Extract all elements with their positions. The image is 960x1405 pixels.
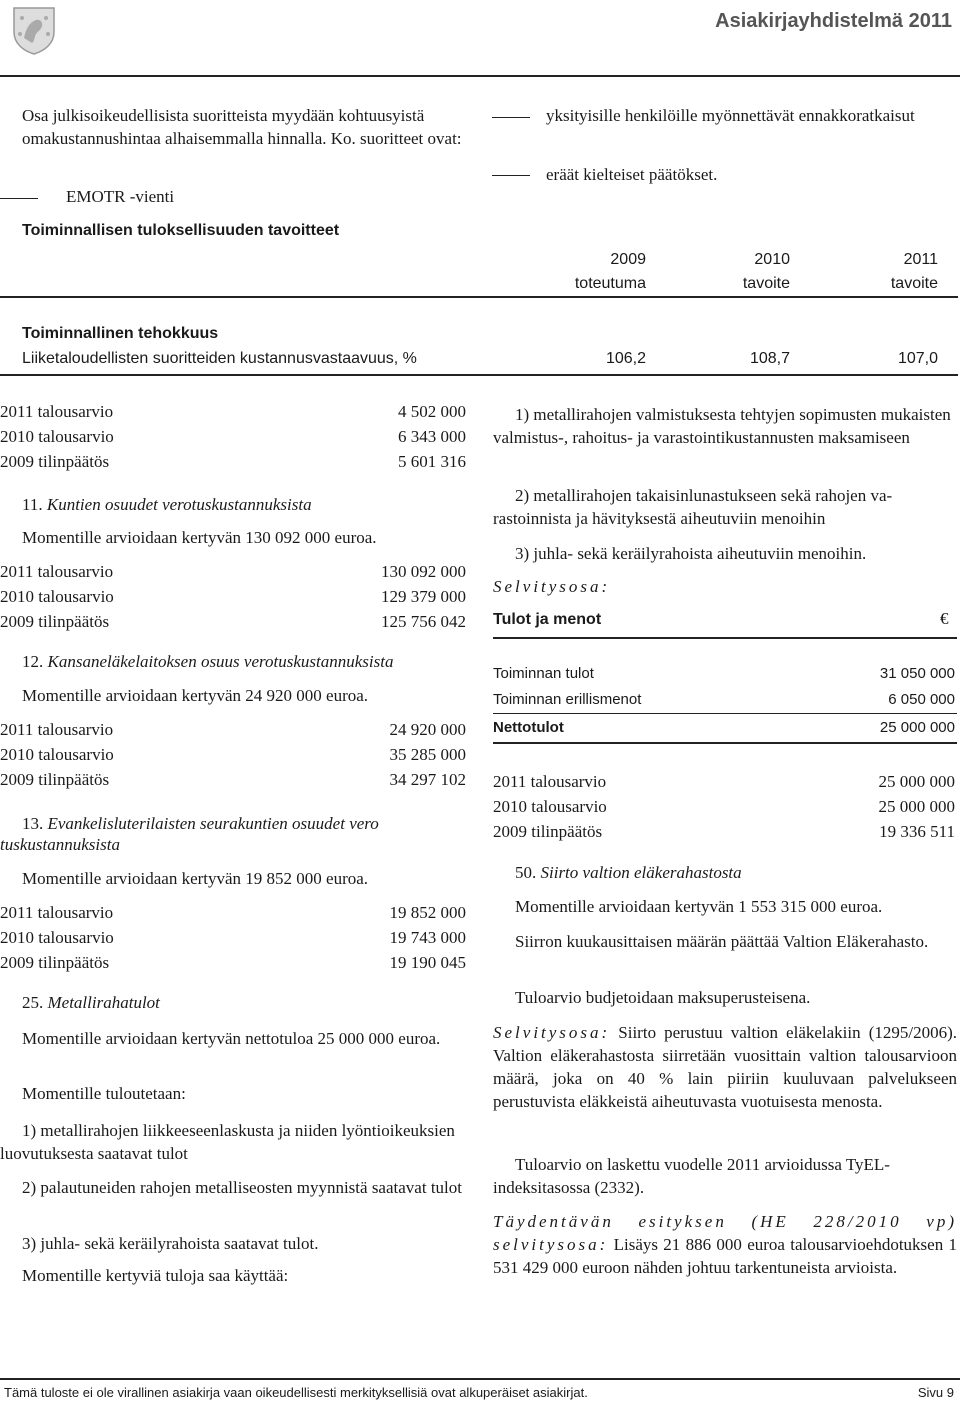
budget-row: 2011 talousarvio 4 502 000: [0, 402, 466, 421]
item-11-heading: 11. Kuntien osuudet verotuskustannuksista: [22, 495, 312, 514]
right-p2: 2) metallirahojen takaisinlunastukseen sekä rahojen varastoinnista ja hävityksestä aiheutuviin menoihin: [493, 486, 893, 528]
budget-row: 2011 talousarvio 25 000 000: [493, 772, 955, 791]
item-50-text2: Siirron kuukausittaisen määrän päättää Valtion Eläkerahasto.: [515, 932, 929, 951]
item-11-table: [0, 560, 466, 634]
tulot-rule-top: [493, 637, 957, 639]
document-title: Asiakirjayhdistelmä 2011: [715, 10, 952, 32]
col-label: toteutuma: [574, 275, 646, 292]
item-25-p2: 2) palautuneiden rahojen metalliseosten myynnistä saatavat tulot: [22, 1178, 462, 1197]
item-13-table: [0, 901, 466, 975]
perf-table-rule-top: [0, 296, 958, 298]
selvitysosa-text: Siirto perustuu valtion eläkelakiin (1295/2006). Valtion eläkerahastosta siirretään vuosittain valtion talousarvioon määrä, joka on 40 % lain piiriin kuuluvaan palvelukseen perustuvista eläkkeistä aiheutuvasta vuotuisesta menosta.: [493, 1023, 957, 1111]
tulot-row: Toiminnan erillismenot 6 050 000: [493, 691, 955, 708]
netto-row: Nettotulot 25 000 000: [493, 719, 955, 736]
perf-col-2010: [690, 248, 790, 296]
right-intro-bullet-1: yksityisille henkilöille myönnettävät ennakkoratkaisut: [546, 106, 915, 125]
euro-symbol: €: [940, 609, 949, 628]
budget-row: 2010 talousarvio 25 000 000: [493, 797, 955, 816]
perf-col-2011: [838, 248, 938, 296]
perf-value-2010: 108,7: [749, 350, 790, 367]
col-label: tavoite: [742, 275, 790, 292]
footer-note: Tämä tuloste ei ole virallinen asiakirja vaan oikeudellisesti merkityksellisiä ovat alkuperäiset asiakirjat.: [4, 1385, 588, 1400]
budget-row: 2009 tilinpäätös 19 190 045: [0, 953, 466, 972]
item-12-table: [0, 718, 466, 792]
item-50-text1: Momentille arvioidaan kertyvän 1 553 315 000 euroa.: [515, 897, 883, 916]
tulot-row: Toiminnan tulot 31 050 000: [493, 665, 955, 682]
col-label: tavoite: [890, 275, 938, 292]
item-50-text4: Tuloarvio on laskettu vuodelle 2011 arvioidussa TyEL-indeksitasossa (2332).: [493, 1155, 890, 1197]
budget-table-top: [0, 400, 466, 474]
bullet-text: EMOTR -vienti: [66, 187, 175, 206]
page-number: Sivu 9: [917, 1385, 954, 1400]
taydentava-label: Täydentävän esityksen (HE 228/2010 vp) selvitysosa:: [493, 1212, 957, 1254]
item-11-text: Momentille arvioidaan kertyvän 130 092 000 euroa.: [22, 528, 377, 547]
col-year: 2009: [610, 251, 646, 268]
budget-row: 2009 tilinpäätös 5 601 316: [0, 452, 466, 471]
header-rule: [0, 75, 960, 77]
item-13-heading-cont: tuskustannuksista: [0, 835, 120, 854]
right-bullet-dash-2: [492, 164, 532, 184]
item-25-heading: 25. Metallirahatulot: [22, 993, 160, 1012]
selvitysosa-label: Selvitysosa:: [493, 577, 611, 596]
item-25-p4: Momentille kertyviä tuloja saa käyttää:: [22, 1266, 289, 1285]
perf-section-label: Toiminnallinen tehokkuus: [22, 325, 219, 342]
item-25-text1: Momentille arvioidaan kertyvän nettotuloa 25 000 000 euroa.: [22, 1029, 441, 1048]
budget-row: 2009 tilinpäätös 19 336 511: [493, 822, 955, 841]
item-50-text3: Tuloarvio budjetoidaan maksuperusteisena.: [515, 988, 811, 1007]
coat-of-arms-logo: [8, 4, 60, 56]
right-bullet-dash-1: [492, 106, 532, 126]
budget-row: 2010 talousarvio 35 285 000: [0, 745, 466, 764]
dash-marker: [0, 198, 38, 199]
budget-row: 2011 talousarvio 130 092 000: [0, 562, 466, 581]
budget-row: 2010 talousarvio 129 379 000: [0, 587, 466, 606]
perf-row-label: Liiketaloudellisten suoritteiden kustannusvastaavuus, %: [22, 350, 417, 367]
tulot-menot-title: Tulot ja menot: [493, 611, 602, 628]
perf-col-2009: [540, 248, 646, 296]
item-25-text2: Momentille tuloutetaan:: [22, 1084, 186, 1103]
budget-row: 2010 talousarvio 19 743 000: [0, 928, 466, 947]
col-year: 2010: [754, 251, 790, 268]
left-intro-text: Osa julkisoikeudellisista suoritteista myydään kohtuusyistä omakustannushintaa alhaisemmalla hinnalla. Ko. suoritteet ovat:: [22, 106, 462, 148]
item-12-text: Momentille arvioidaan kertyvän 24 920 000 euroa.: [22, 686, 369, 705]
tulot-rule-mid: [493, 713, 957, 714]
budget-row: 2011 talousarvio 19 852 000: [0, 903, 466, 922]
perf-table-rule-bottom: [0, 374, 958, 376]
footer-rule: [0, 1378, 960, 1380]
left-intro-bullet: [0, 185, 174, 209]
perf-value-2011: 107,0: [897, 350, 938, 367]
perf-table-title: Toiminnallisen tuloksellisuuden tavoitteet: [22, 222, 340, 239]
selvitysosa-label: Selvitysosa:: [493, 1023, 611, 1042]
right-p3: 3) juhla- sekä keräilyrahoista aiheutuviin menoihin.: [515, 544, 867, 563]
item-13-text: Momentille arvioidaan kertyvän 19 852 000 euroa.: [22, 869, 369, 888]
tulot-table: [493, 662, 955, 714]
tulot-rule-bottom: [493, 742, 957, 744]
budget-row: 2009 tilinpäätös 125 756 042: [0, 612, 466, 631]
right-intro-bullet-2: eräät kielteiset päätökset.: [546, 165, 718, 184]
budget-row: 2009 tilinpäätös 34 297 102: [0, 770, 466, 789]
right-p1: 1) metallirahojen valmistuksesta tehtyjen sopimusten mukaisten valmistus-, rahoitus- ja varastointikustannusten maksamiseen: [493, 405, 951, 447]
budget-row: 2011 talousarvio 24 920 000: [0, 720, 466, 739]
item-50-heading: 50. Siirto valtion eläkerahastosta: [515, 863, 742, 882]
item-25-p1: 1) metallirahojen liikkeeseenlaskusta ja niiden lyöntioikeuksien luovutuksesta saatavat tulot: [0, 1121, 455, 1163]
right-budget-table: [493, 770, 955, 844]
item-25-p3: 3) juhla- sekä keräilyrahoista saatavat tulot.: [22, 1234, 319, 1253]
perf-value-2009: 106,2: [605, 350, 646, 367]
budget-row: 2010 talousarvio 6 343 000: [0, 427, 466, 446]
col-year: 2011: [903, 251, 938, 268]
taydentava-text: Lisäys 21 886 000 euroa talousarvioehdotuksen 1 531 429 000 euroon nähden johtuu tarkentuneista arvioista.: [493, 1235, 957, 1277]
item-50-selvitysosa: [493, 1021, 957, 1113]
item-12-heading: 12. Kansaneläkelaitoksen osuus verotuskustannuksista: [22, 652, 394, 671]
item-50-taydentava: [493, 1210, 957, 1279]
item-13-heading: 13. Evankelisluterilaisten seurakuntien osuudet vero: [22, 814, 379, 833]
